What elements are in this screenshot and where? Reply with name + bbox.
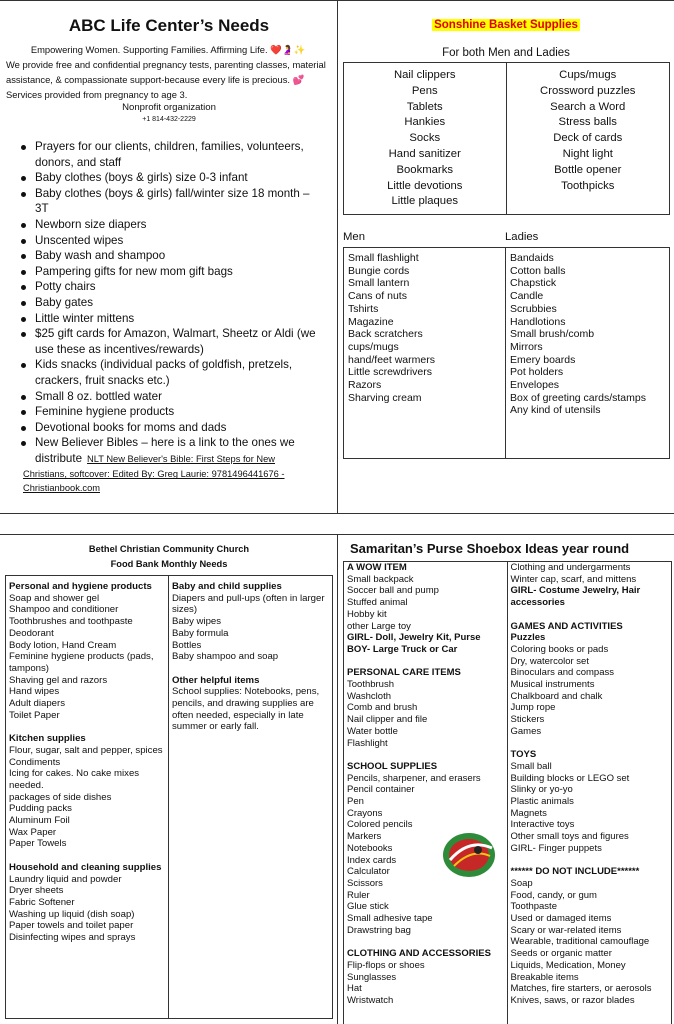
list-item: Comb and brush	[347, 702, 418, 714]
list-item: Sharving cream	[348, 391, 422, 404]
list-item: GIRL- Finger puppets	[510, 842, 602, 854]
list-item: Stuffed animal	[347, 597, 408, 609]
samaritan-table	[343, 561, 672, 1024]
list-item: Small 8 oz. bottled water	[35, 389, 324, 405]
bethel-title: Bethel Christian Community Church Food Bank Monthly Needs	[88, 544, 250, 569]
list-item: Diapers and pull-ups (often in larger sizes)	[172, 592, 325, 616]
personal-section: Personal and hygiene products Soap and shower gel Shampoo and conditioner Toothbrushes and toothpaste Deodorant Body lotion, Hand Cream Feminine hygiene products (pads, tampons) Shaving gel and razors Hand wipes Adult diapers Toilet Paper	[9, 581, 168, 721]
list-item: Newborn size diapers	[35, 217, 324, 233]
list-item: Liquids, Medication, Money	[510, 959, 626, 971]
list-item: Wristwatch	[347, 994, 394, 1006]
list-item: Pencils, sharpener, and erasers	[347, 772, 481, 784]
list-item: other Large toy	[347, 620, 411, 632]
list-item: Laundry liquid and powder	[9, 873, 122, 885]
list-item: Toothpaste	[510, 901, 557, 913]
list-item: Razors	[348, 379, 382, 392]
list-item: Box of greeting cards/stamps	[510, 391, 646, 404]
list-item: Socks	[409, 132, 441, 145]
list-item: Any kind of utensils	[510, 404, 601, 417]
list-item: Notebooks	[347, 842, 393, 854]
list-item: Shaving gel and razors	[9, 674, 108, 686]
abc-life-center-panel	[0, 0, 339, 514]
list-item: Mirrors	[510, 340, 543, 353]
list-item: hand/feet warmers	[348, 353, 435, 366]
list-item: Bandaids	[510, 252, 554, 264]
bethel-left-column	[6, 576, 169, 1018]
list-item: Drawstring bag	[347, 924, 411, 936]
list-item: Matches, fire starters, or aerosols	[510, 983, 652, 995]
list-item: Pampering gifts for new mom gift bags	[35, 264, 324, 280]
list-item: Small backpack	[347, 573, 414, 585]
list-item: Little devotions	[387, 179, 463, 192]
abc-phone: +1 814-432-2229	[142, 116, 196, 123]
bethel-panel	[0, 534, 339, 1024]
ladies-label: Ladies	[505, 231, 539, 243]
list-item: Stress balls	[558, 116, 617, 129]
list-item: Dryer sheets	[9, 885, 64, 897]
household-section: Household and cleaning supplies Laundry liquid and powder Dryer sheets Fabric Softener Washing up liquid (dish soap) Paper towels and toilet paper Disinfecting wipes and sprays	[9, 862, 168, 944]
list-item: Crayons	[347, 807, 383, 819]
men-label: Men	[343, 231, 365, 243]
list-item: Ruler	[347, 889, 370, 901]
list-item: Emery boards	[510, 353, 576, 366]
list-item: Plastic animals	[510, 796, 574, 808]
school-section: SCHOOL SUPPLIES Pencils, sharpener, and erasers Pencil container Pen Crayons Colored pencils Markers Notebooks Index cards Calculator Scissors Ruler Glue stick Small adhesive tape Drawstring bag	[347, 761, 507, 937]
list-item: Sunglasses	[347, 971, 397, 983]
list-item: Tablets	[406, 100, 443, 113]
list-item: Little screwdrivers	[348, 366, 433, 379]
list-item: packages of side dishes	[9, 791, 112, 803]
list-item: Small brush/comb	[510, 328, 595, 341]
list-item: Baby wipes	[172, 616, 222, 628]
list-item: Slinky or yo-yo	[510, 784, 573, 796]
list-item: Toothbrush	[347, 679, 395, 691]
list-item: Jump rope	[510, 702, 556, 714]
list-item: Food, candy, or gum	[510, 889, 597, 901]
list-item: Shampoo and conditioner	[9, 604, 119, 616]
sonshine-subtitle: For both Men and Ladies	[442, 47, 570, 59]
list-item: Flashlight	[347, 737, 388, 749]
list-item: Paper towels and toilet paper	[9, 920, 134, 932]
list-item: Back scratchers	[348, 328, 423, 341]
list-item: Nail clipper and file	[347, 714, 428, 726]
abc-title: ABC Life Center’s Needs	[68, 16, 270, 35]
sonshine-both-table	[343, 62, 670, 215]
list-item: Aluminum Foil	[9, 815, 70, 827]
list-item: Envelopes	[510, 379, 560, 392]
list-item: Washing up liquid (dish soap)	[9, 908, 135, 920]
samaritan-title: Samaritan’s Purse Shoebox Ideas year round	[350, 541, 630, 556]
baby-section: Baby and child supplies Diapers and pull-ups (often in larger sizes) Baby wipes Baby formula Bottles Baby shampoo and soap	[172, 581, 332, 663]
list-item: Baby shampoo and soap	[172, 651, 279, 663]
section-gap	[0, 514, 674, 534]
list-item: Soccer ball and pump	[347, 585, 439, 597]
list-item: Deodorant	[9, 627, 54, 639]
both-right-column	[507, 63, 670, 214]
list-item: Markers	[347, 831, 382, 843]
wow-section: A WOW ITEM Small backpack Soccer ball and pump Stuffed animal Hobby kit other Large toy GIRL- Doll, Jewelry Kit, Purse BOY- Large Truck or Car	[347, 562, 507, 656]
list-item: Pudding packs	[9, 803, 72, 815]
list-item: Water bottle	[347, 725, 398, 737]
bible-link[interactable]: NLT New Believer's Bible: First Steps for New	[87, 453, 275, 464]
list-item: Dry, watercolor set	[510, 655, 589, 667]
list-item: Building blocks or LEGO set	[510, 772, 630, 784]
list-item: Pot holders	[510, 366, 564, 379]
list-item: Adult diapers	[9, 698, 65, 710]
list-item: Search a Word	[550, 100, 626, 113]
list-item: Prayers for our clients, children, families, volunteers, donors, and staff	[35, 139, 324, 170]
list-item: Chalkboard and chalk	[510, 690, 603, 702]
list-item: Kids snacks (individual packs of goldfish, pretzels, crackers, fruit snacks etc.)	[35, 357, 324, 388]
list-item: Hobby kit	[347, 608, 387, 620]
list-item: Cotton balls	[510, 264, 566, 277]
list-item: Small lantern	[348, 277, 410, 290]
abc-description-block	[0, 42, 338, 102]
bethel-table	[5, 575, 333, 1019]
kitchen-section: Kitchen supplies Flour, sugar, salt and pepper, spices Condiments Icing for cakes. No cake mixes needed. packages of side dishes Pudding packs Aluminum Foil Wax Paper Paper Towels	[9, 733, 168, 850]
list-item: Bookmarks	[396, 163, 453, 176]
list-item: Baby gates	[35, 295, 324, 311]
list-item: cups/mugs	[348, 340, 399, 353]
list-item: Tshirts	[348, 302, 379, 315]
list-item: Flip-flops or shoes	[347, 959, 425, 971]
list-item: Paper Towels	[9, 838, 67, 850]
list-item: Hand sanitizer	[388, 147, 461, 160]
list-item: Scrubbies	[510, 302, 557, 315]
list-item: Winter cap, scarf, and mittens	[510, 573, 637, 585]
list-item: Breakable items	[510, 971, 579, 983]
list-item: Scissors	[347, 877, 383, 889]
list-item: Coloring books or pads	[510, 643, 609, 655]
list-item: Used or damaged items	[510, 913, 612, 925]
list-item: Magnets	[510, 807, 547, 819]
list-item: Night light	[562, 147, 613, 160]
clothing-section: CLOTHING AND ACCESSORIES Flip-flops or shoes Sunglasses Hat Wristwatch	[347, 948, 507, 1007]
abc-needs-list	[0, 139, 338, 467]
list-item: Little winter mittens	[35, 311, 324, 327]
list-item: Baby clothes (boys & girls) size 0-3 infant	[35, 170, 324, 186]
list-item: Condiments	[9, 756, 61, 768]
abc-org-type: Nonprofit organization	[122, 102, 216, 113]
list-item: Bungie cords	[348, 264, 410, 277]
list-item: Pen	[347, 796, 364, 808]
list-item: Handlotions	[510, 315, 566, 328]
list-item: Feminine hygiene products (pads, tampons)	[9, 651, 154, 674]
list-item: Interactive toys	[510, 819, 575, 831]
list-item: Hankies	[404, 116, 446, 129]
list-item: Colored pencils	[347, 819, 413, 831]
list-item: Devotional books for moms and dads	[35, 420, 324, 436]
toys-section: TOYS Small ball Building blocks or LEGO set Slinky or yo-yo Plastic animals Magnets Interactive toys Other small toys and figures GIRL- Finger puppets	[511, 749, 672, 854]
list-item: Knives, saws, or razor blades	[510, 994, 635, 1006]
abc-description: We provide free and confidential pregnancy tests, parenting classes, material assistance, & compassionate support-because every life is precious. 💕 Services provided from pregnancy to age 3.	[6, 59, 326, 100]
list-item: Potty chairs	[35, 279, 324, 295]
list-item: Glue stick	[347, 901, 389, 913]
other-section: Other helpful items School supplies: Notebooks, pens, pencils, and drawing supplies are often needed, especially in late summer or early fall.	[172, 674, 320, 733]
list-item: Stickers	[510, 714, 545, 726]
list-item: Games	[510, 725, 542, 737]
list-item: Hat	[347, 983, 362, 995]
list-item: Chapstick	[510, 277, 557, 290]
list-item: Bottle opener	[554, 163, 622, 176]
list-item: Cups/mugs	[559, 69, 617, 81]
list-item: Baby formula	[172, 627, 229, 639]
list-item: Small adhesive tape	[347, 913, 433, 925]
sonshine-title: Sonshine Basket Supplies	[434, 19, 578, 31]
samaritan-right-column	[508, 562, 672, 1024]
ladies-list	[505, 247, 670, 459]
men-list	[343, 247, 505, 459]
list-item: $25 gift cards for Amazon, Walmart, Sheetz or Aldi (we use these as incentives/rewards)	[35, 326, 324, 357]
list-item: Baby clothes (boys & girls) fall/winter size 18 month – 3T	[35, 186, 324, 217]
sonshine-panel	[337, 0, 674, 514]
samaritan-panel	[337, 534, 674, 1024]
list-item: Index cards	[347, 854, 397, 866]
list-item: Disinfecting wipes and sprays	[9, 932, 136, 944]
list-item: Toothpicks	[561, 179, 615, 192]
list-item: Soap and shower gel	[9, 592, 100, 604]
list-item: Unscented wipes	[35, 233, 324, 249]
list-item: Toilet Paper	[9, 709, 60, 721]
list-item: Nail clippers	[393, 69, 456, 81]
list-item: Calculator	[347, 866, 390, 878]
list-item: Clothing and undergarments	[510, 562, 631, 573]
list-item: Pencil container	[347, 784, 415, 796]
samaritan-left-column	[344, 562, 508, 1024]
list-item: Crossword puzzles	[540, 84, 636, 97]
list-item: Feminine hygiene products	[35, 404, 324, 420]
games-section: GAMES AND ACTIVITIES Puzzles Coloring books or pads Dry, watercolor set Binoculars and compass Musical instruments Chalkboard and chalk Jump rope Stickers Games	[511, 621, 672, 738]
list-item: Baby wash and shampoo	[35, 248, 324, 264]
list-item: Deck of cards	[553, 132, 623, 145]
bible-link-site[interactable]: Christianbook.com	[23, 483, 100, 494]
operation-christmas-child-logo-icon	[440, 830, 498, 880]
bible-list-item: New Believer Bibles – here is a link to the ones we distribute NLT New Believer's Bible: First Steps for New	[35, 435, 324, 467]
list-item: Bottles	[172, 639, 202, 651]
care-section: PERSONAL CARE ITEMS Toothbrush Washcloth Comb and brush Nail clipper and file Water bottle Flashlight	[347, 667, 507, 749]
bethel-right-column	[169, 576, 332, 1018]
list-item: Scary or war-related items	[510, 924, 622, 936]
list-item: Pens	[411, 84, 438, 97]
list-item: Wearable, traditional camouflage	[510, 936, 650, 948]
list-item: Seeds or organic matter	[510, 948, 612, 960]
bible-link-continued[interactable]: Christians, softcover: Edited By: Greg Laurie: 9781496441676 -	[23, 469, 285, 480]
list-item: Toothbrushes and toothpaste	[9, 616, 133, 628]
list-item: Magazine	[348, 315, 394, 328]
list-item: Fabric Softener	[9, 896, 75, 908]
both-left-column	[344, 63, 507, 214]
list-item: Wax Paper	[9, 826, 57, 838]
list-item: Body lotion, Hand Cream	[9, 639, 117, 651]
list-item: Binoculars and compass	[510, 667, 614, 679]
list-item: Cans of nuts	[348, 290, 407, 303]
abc-tagline: Empowering Women. Supporting Families. Affirming Life. ❤️🤰✨	[30, 44, 306, 55]
list-item: Hand wipes	[9, 686, 60, 698]
list-item: Little plaques	[391, 195, 459, 208]
do-not-include-section: ****** DO NOT INCLUDE****** Soap Food, candy, or gum Toothpaste Used or damaged items Scary or war-related items Wearable, traditional camouflage Seeds or organic matter Liquids, Medication, Money Breakable items Matches, fire starters, or aerosols Knives, saws, or razor blades	[511, 866, 672, 1006]
list-item: Icing for cakes. No cake mixes needed.	[9, 768, 140, 791]
list-item: Small flashlight	[348, 252, 419, 264]
list-item: Other small toys and figures	[510, 831, 629, 843]
list-item: Flour, sugar, salt and pepper, spices	[9, 744, 163, 756]
clothing-continued: Clothing and undergarments Winter cap, scarf, and mittens GIRL- Costume Jewelry, Hair accessories	[511, 562, 672, 609]
list-item: Small ball	[510, 760, 552, 772]
list-item: Musical instruments	[510, 679, 595, 691]
list-item: Washcloth	[347, 690, 391, 702]
list-item: Candle	[510, 290, 544, 303]
list-item: Soap	[510, 877, 533, 889]
